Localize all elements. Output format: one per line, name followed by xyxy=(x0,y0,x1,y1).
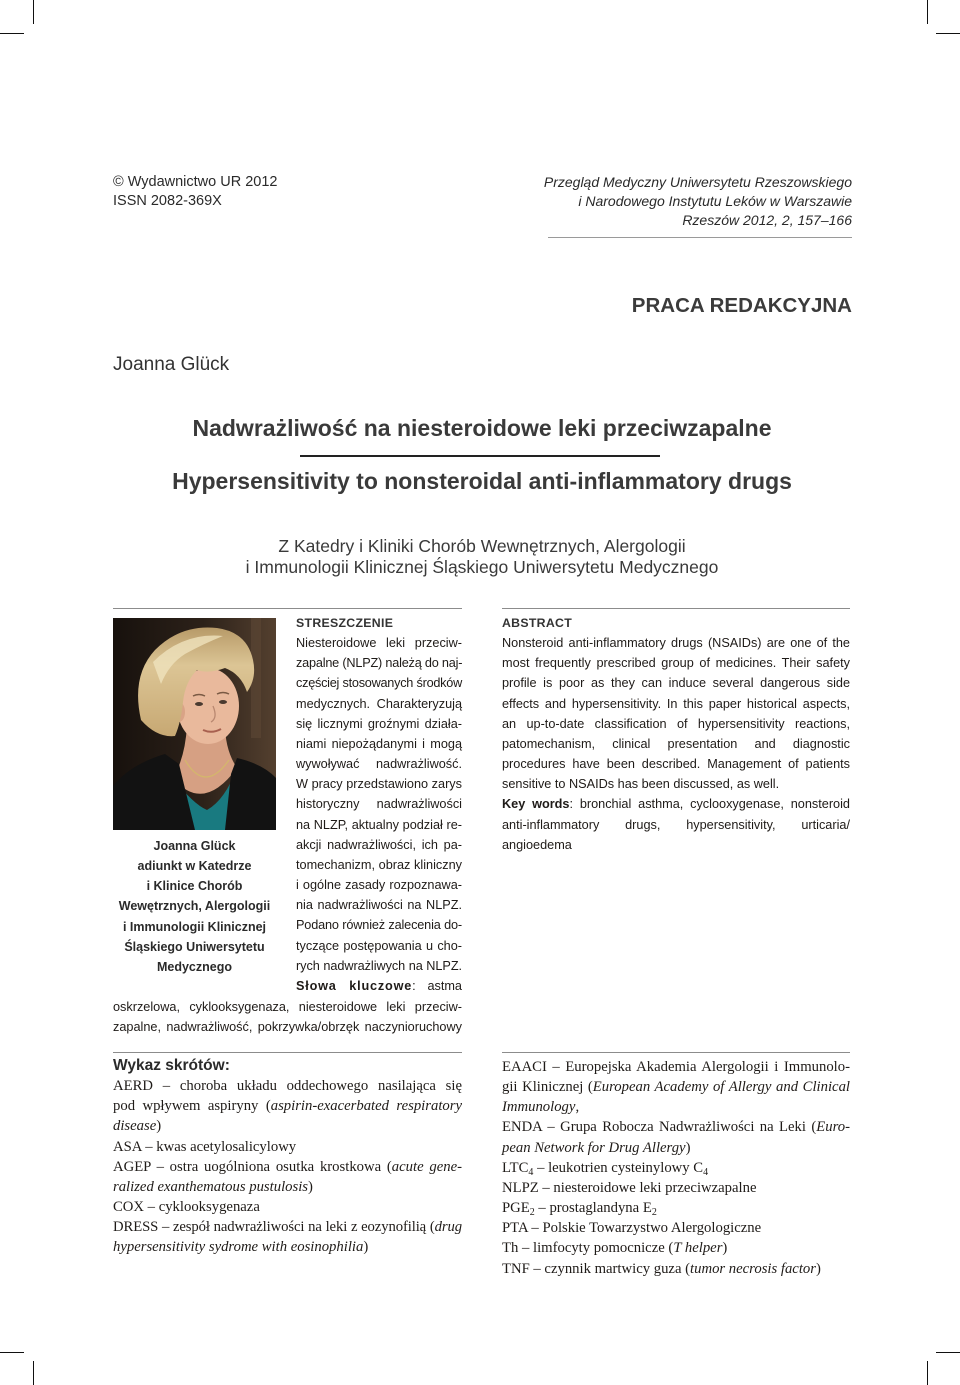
abstract-line: profile is poor as they can induce several dangerous side xyxy=(502,676,850,691)
italic-text: pean Network for Drug Allergy xyxy=(502,1139,686,1156)
streszczenie-line: historyczny nadwrażliwości xyxy=(296,797,462,812)
text-segment: LTC xyxy=(502,1159,529,1176)
abbreviation-entry xyxy=(502,1259,850,1279)
crop-mark xyxy=(0,1352,24,1353)
text-segment: ) xyxy=(722,1240,728,1257)
citation: Rzeszów 2012, 2, 157–166 xyxy=(682,212,852,228)
abbreviation-entry xyxy=(113,1237,462,1257)
abbreviation-entry xyxy=(113,1116,462,1136)
crop-mark xyxy=(927,1361,928,1385)
text-segment: ) xyxy=(156,1118,162,1135)
abstract-line: sensitive to NSAIDs has been discussed, as well. xyxy=(502,777,780,792)
crop-mark xyxy=(33,1361,34,1385)
abstract-line: procedures have been described. Management of patients xyxy=(502,757,850,772)
title-polish: Nadwrażliwość na niesteroidowe leki przeciwzapalne xyxy=(192,415,772,441)
text-segment: gii Klinicznej ( xyxy=(502,1079,593,1096)
publisher: © Wydawnictwo UR 2012 xyxy=(113,174,278,190)
crop-mark xyxy=(936,1352,960,1353)
abstract-line: angioedema xyxy=(502,837,572,852)
abstract-line: effects and hypersensitivity. In this paper historical aspects, xyxy=(502,696,850,711)
affiliation-line: Z Katedry i Kliniki Chorób Wewnętrznych, Alergologii xyxy=(278,535,686,556)
author-bio-line: Medycznego xyxy=(156,959,232,974)
crop-mark xyxy=(936,33,960,34)
text-segment: – prostaglandyna E xyxy=(534,1200,652,1217)
text-segment: – leukotrien cysteinylowy C xyxy=(533,1159,704,1176)
section-divider xyxy=(113,1052,462,1053)
streszczenie-line: nia nadwrażliwości na NLPZ. xyxy=(296,898,462,913)
abbreviation-entry xyxy=(502,1198,850,1218)
keywords-line: zapalne, nadwrażliwość, pokrzywka/obrzęk naczynioruchowy xyxy=(113,1020,462,1035)
abbreviations-left xyxy=(113,1056,462,1258)
journal-name-line: i Narodowego Instytutu Leków w Warszawie xyxy=(578,193,852,209)
abbreviation-entry: NLPZ – niesteroidowe leki przeciwzapalne xyxy=(502,1179,757,1196)
abstract-line: Nonsteroid anti-inflammatory drugs (NSAIDs) are one of the xyxy=(502,636,850,651)
text-segment: ) xyxy=(815,1260,821,1277)
abstract-line xyxy=(502,794,850,814)
streszczenie-line xyxy=(296,976,462,996)
journal-name-line: Przegląd Medyczny Uniwersytetu Rzeszowskiego xyxy=(543,174,852,190)
abbreviation-entry: COX – cyklooksygenaza xyxy=(113,1199,260,1216)
abbreviation-entry: AERD – choroba układu oddechowego nasilająca się xyxy=(113,1078,462,1095)
title-divider xyxy=(300,455,660,457)
italic-text: acute gene- xyxy=(391,1158,462,1175)
streszczenie-line: częściej stosowanych środków xyxy=(296,676,462,691)
abbreviation-entry: PTA – Polskie Towarzystwo Alergologiczne xyxy=(502,1220,762,1237)
text-segment: AGEP – ostra uogólniona osutka krostkowa ( xyxy=(113,1158,392,1175)
abbreviation-entry xyxy=(502,1158,850,1178)
affiliation-line: i Immunologii Klinicznej Śląskiego Uniwersytetu Medycznego xyxy=(245,556,719,577)
text-segment: TNF – czynnik martwicy guza ( xyxy=(502,1260,691,1277)
subscript-text: 2 xyxy=(529,1207,535,1219)
keywords-line: oskrzelowa, cyklooksygenaza, niesteroidowe leki przeciw- xyxy=(113,1000,462,1014)
streszczenie-line: i ogólne zasady rozpoznawa- xyxy=(296,878,462,893)
italic-text: tumor necrosis factor xyxy=(690,1260,816,1277)
keywords-label: Słowa kluczowe xyxy=(296,978,413,993)
keywords-label: Key words xyxy=(502,797,570,812)
text-segment: ) xyxy=(363,1239,369,1256)
text-segment: ) xyxy=(685,1139,691,1156)
text-segment: , xyxy=(575,1099,580,1116)
abbreviation-entry xyxy=(113,1177,462,1197)
author-bio-line: i Immunologii Klinicznej xyxy=(122,919,267,934)
streszczenie-line: Podano również zalecenia do- xyxy=(296,918,462,933)
italic-text: hypersensitivity sydrome with eosinophilia xyxy=(113,1239,364,1256)
streszczenie-line: W pracy przedstawiono zarys xyxy=(296,777,462,792)
author-bio-line: i Klinice Chorób xyxy=(146,879,243,894)
abstract-line: an up-to-date classification of hypersensitivity reactions, xyxy=(502,716,850,731)
abbreviation-entry: ASA – kwas acetylosalicylowy xyxy=(113,1138,297,1155)
abbreviation-entry xyxy=(502,1117,850,1137)
abbreviation-entry: EAACI – Europejska Akademia Alergologii i Immunolo- xyxy=(502,1059,850,1075)
streszczenie-line: tyczące postępowania u cho- xyxy=(296,938,462,953)
author-photo xyxy=(113,618,276,830)
subscript-text: 4 xyxy=(703,1166,709,1178)
crop-mark xyxy=(0,33,24,34)
abstract-line: most frequently prescribed group of medicines. Their safety xyxy=(502,656,850,671)
streszczenie xyxy=(296,613,462,996)
italic-text: European Academy of Allergy and Clinical xyxy=(592,1079,850,1096)
streszczenie-line: zapalne (NLPZ) należą do naj- xyxy=(296,656,463,671)
streszczenie-line: na NLZP, aktualny podział re- xyxy=(296,817,462,832)
streszczenie-line: tomechanizm, obraz kliniczny xyxy=(296,857,462,872)
subscript-text: 2 xyxy=(651,1207,657,1219)
text-segment: PGE xyxy=(502,1200,530,1217)
text-segment: Th – limfocyty pomocnicze ( xyxy=(502,1240,674,1257)
author-name: Joanna Glück xyxy=(113,354,230,375)
journal-info xyxy=(544,173,852,230)
abbreviation-entry xyxy=(502,1097,850,1117)
section-divider xyxy=(113,608,462,609)
abbreviations-right xyxy=(502,1057,850,1279)
streszczenie-line: Niesteroidowe leki przeciw- xyxy=(296,636,462,651)
italic-text: drug xyxy=(434,1219,462,1236)
abbreviation-entry xyxy=(113,1217,462,1237)
header-divider xyxy=(548,237,852,238)
streszczenie-line: niami niepożądanymi i mogą xyxy=(296,736,462,751)
abstract-line: patomechanism, clinical presentation and diagnostic xyxy=(502,736,850,751)
author-bio xyxy=(103,836,286,977)
abstract xyxy=(502,613,850,855)
text-segment: pod wpływem aspiryny ( xyxy=(113,1098,271,1115)
abstract-line: anti-inflammatory drugs, hypersensitivity, urticaria/ xyxy=(502,817,850,832)
text-segment: ) xyxy=(308,1178,313,1195)
abbreviation-entry xyxy=(113,1096,462,1116)
keywords-polish xyxy=(113,997,462,1037)
streszczenie-line: akcji nadwrażliwości, ich pa- xyxy=(296,837,462,852)
title-english: Hypersensitivity to nonsteroidal anti-inflammatory drugs xyxy=(172,468,792,494)
section-divider xyxy=(502,608,850,609)
text-segment: : astma xyxy=(412,978,462,993)
abbreviation-entry xyxy=(113,1157,462,1177)
streszczenie-line: się licznymi groźnymi działa- xyxy=(296,716,462,731)
text-segment: : bronchial asthma, cyclooxygenase, nonsteroid xyxy=(569,797,850,812)
streszczenie-line: rych nadwrażliwych na NLPZ. xyxy=(296,958,462,973)
author-bio-line: adiunkt w Katedrze xyxy=(137,859,252,874)
streszczenie-line: medycznych. Charakteryzują xyxy=(296,696,462,711)
text-segment: ENDA – Grupa Robocza Nadwrażliwości na Leki ( xyxy=(502,1119,817,1136)
streszczenie-heading: STRESZCZENIE xyxy=(296,616,394,630)
abbreviations-heading: Wykaz skrótów: xyxy=(113,1057,230,1074)
author-bio-line: Wewętrznych, Alergologii xyxy=(118,899,271,914)
italic-text: ralized exanthematous pustulosis xyxy=(113,1178,309,1195)
text-segment: DRESS – zespół nadwrażliwości na leki z eozynofilią ( xyxy=(113,1219,435,1236)
abstract-heading: ABSTRACT xyxy=(502,616,573,630)
author-bio-name: Joanna Glück xyxy=(153,839,236,853)
crop-mark xyxy=(33,0,34,24)
italic-text: aspirin-exacerbated respiratory xyxy=(270,1098,462,1115)
publisher-info xyxy=(113,173,277,211)
article-type: PRACA REDAKCYJNA xyxy=(631,294,852,317)
italic-text: T helper xyxy=(673,1240,723,1257)
italic-text: Euro- xyxy=(816,1119,850,1136)
section-divider xyxy=(502,1052,850,1053)
abbreviation-entry xyxy=(502,1238,850,1258)
abbreviation-entry xyxy=(502,1138,850,1158)
italic-text: Immunology xyxy=(502,1099,576,1116)
author-bio-line: Śląskiego Uniwersytetu xyxy=(124,939,265,954)
streszczenie-line: wywoływać nadwrażliwość. xyxy=(296,757,462,772)
subscript-text: 4 xyxy=(528,1166,534,1178)
issn: ISSN 2082-369X xyxy=(113,193,222,209)
affiliation xyxy=(100,536,864,578)
crop-mark xyxy=(927,0,928,24)
abbreviation-entry xyxy=(502,1077,850,1097)
italic-text: disease xyxy=(113,1118,157,1135)
